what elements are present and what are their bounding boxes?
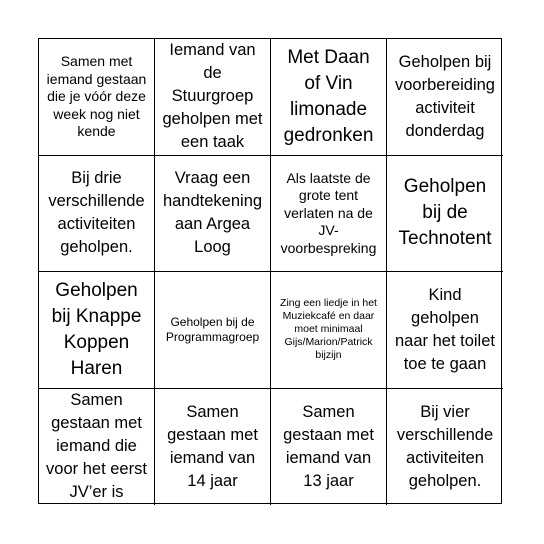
bingo-cell[interactable] <box>387 389 503 506</box>
bingo-cell[interactable] <box>39 389 155 506</box>
bingo-cell[interactable] <box>39 39 155 156</box>
cell-text: Samen gestaan met iemand van 14 jaar <box>167 402 258 490</box>
bingo-cell[interactable] <box>271 272 387 389</box>
bingo-card <box>38 38 502 504</box>
cell-text: Geholpen bij de Technotent <box>398 176 492 250</box>
cell-text: Samen met iemand gestaan die je vóór deze week nog niet kende <box>46 53 147 139</box>
bingo-cell[interactable] <box>155 39 271 156</box>
cell-text: Bij drie verschillende activiteiten geholpen. <box>48 169 145 257</box>
bingo-cell[interactable] <box>39 156 155 273</box>
cell-text: Geholpen bij Knappe Koppen Haren <box>51 279 142 379</box>
bingo-cell[interactable] <box>271 156 387 273</box>
cell-text: Als laatste de grote tent verlaten na de JV-voorbespreking <box>280 169 377 256</box>
bingo-cell[interactable] <box>271 39 387 156</box>
cell-text: Vraag een handtekening aan Argea Loog <box>162 169 263 257</box>
bingo-cell[interactable] <box>387 272 503 389</box>
cell-text: Samen gestaan met iemand van 13 jaar <box>283 402 374 490</box>
cell-text: Iemand van de Stuurgroep geholpen met een taak <box>162 41 263 152</box>
cell-text: Bij vier verschillende activiteiten geholpen. <box>396 402 494 490</box>
bingo-cell[interactable] <box>387 39 503 156</box>
cell-text: Kind geholpen naar het toilet toe te gaan <box>395 285 495 373</box>
bingo-cell[interactable] <box>271 389 387 506</box>
bingo-cell[interactable] <box>155 389 271 506</box>
bingo-cell[interactable] <box>387 156 503 273</box>
cell-text: Met Daan of Vin limonade gedronken <box>283 46 374 146</box>
cell-text: Geholpen bij de Programmagroep <box>165 314 260 344</box>
cell-text: Geholpen bij voorbereiding activiteit donderdag <box>395 52 495 140</box>
bingo-cell[interactable] <box>155 272 271 389</box>
cell-text: Samen gestaan met iemand die voor het eerst JV’er is <box>46 391 147 502</box>
bingo-cell[interactable] <box>39 272 155 389</box>
cell-text: Zing een liedje in het Muziekcafé en daar moet minimaal Gijs/Marion/Patrick bijzijn <box>280 297 377 362</box>
bingo-cell[interactable] <box>155 156 271 273</box>
